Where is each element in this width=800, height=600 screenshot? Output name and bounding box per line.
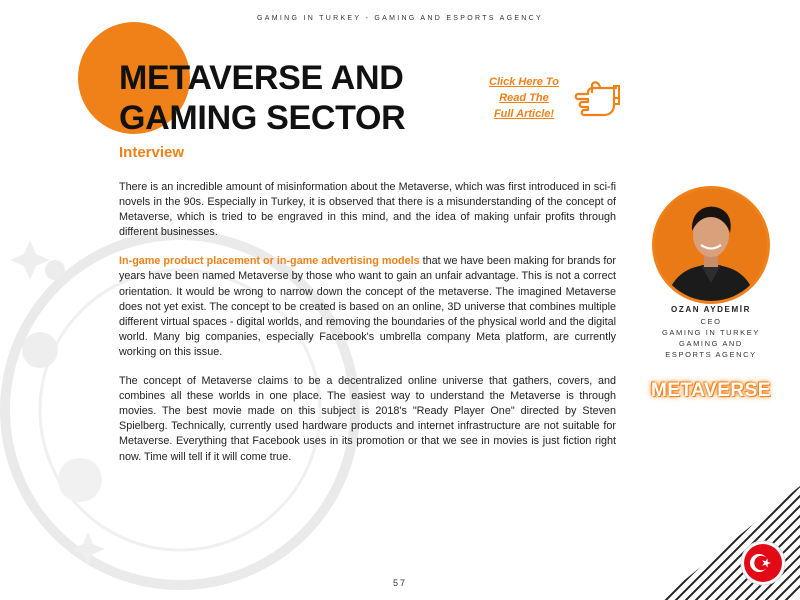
article-paragraph-1: There is an incredible amount of misinformation about the Metaverse, which was first introduced in sci-fi novels in the 90s. Especially in Turkey, it is observed that there is a misunderstanding of the concept of Metaverse, which is tried to be engraved in this mind, and the idea of making unfair profits through different businesses. [119,181,616,239]
role-line-4: ESPORTS AGENCY [665,350,757,359]
cta-line-3: Full Article! [493,108,555,120]
cta-line-2: Read The [499,92,549,104]
page-number: 57 [392,578,407,588]
ceo-role [636,316,786,360]
pointing-hand-icon[interactable] [570,74,620,118]
article-paragraph-3: The concept of Metaverse claims to be a decentralized online universe that gathers, covers, and combines all these worlds in one place. The easiest way to understand the Metaverse is through movies. The best movie made on this subject is 2018's "Ready Player One" directed by Steven Spielberg. Technically, currently used hardware products and internet infrastructure are not suitable for Metaverse. Everything that Facebook uses in its promotion or that we see in movies is just fiction right now. Time will tell if it will come true. [119,375,616,463]
ceo-portrait-illustration [655,189,767,301]
highlighted-phrase: In-game product placement or in-game advertising models [119,255,420,268]
article-paragraph-2 [119,254,616,360]
ceo-name: OZAN AYDEMİR [671,305,751,314]
title-line-2: GAMING SECTOR [119,99,406,137]
role-line-2: GAMING IN TURKEY [662,328,760,337]
page-title [119,58,479,138]
paragraph-2-text: that we have been making for brands for years have been named Metaverse by those who want to gain an unfair advantage. This is not a correct orientation. It would be wrong to narrow down the concept of the metaverse. The imagined Metaverse does not yet exist. The concept to be created is based on an online, 3D universe that combines multiple different virtual spaces - digital worlds, and removing the boundaries of the physical world and the digital world. Many big companies, especially Facebook's umbrella company Meta platform, are currently working on this issue. [119,255,616,358]
metaverse-badge: METAVERSE [651,380,771,401]
role-line-3: GAMING AND [679,339,743,348]
article-body [119,180,616,479]
role-line-1: CEO [700,317,722,326]
cta-line-1: Click Here To [489,76,559,88]
ceo-avatar [652,186,770,304]
read-full-article-link[interactable] [478,74,570,122]
title-line-1: METAVERSE AND [119,59,404,97]
ceo-info [636,305,786,360]
header-tagline: GAMING IN TURKEY - GAMING AND ESPORTS AGENCY [257,15,543,22]
page-subtitle: Interview [119,144,185,161]
